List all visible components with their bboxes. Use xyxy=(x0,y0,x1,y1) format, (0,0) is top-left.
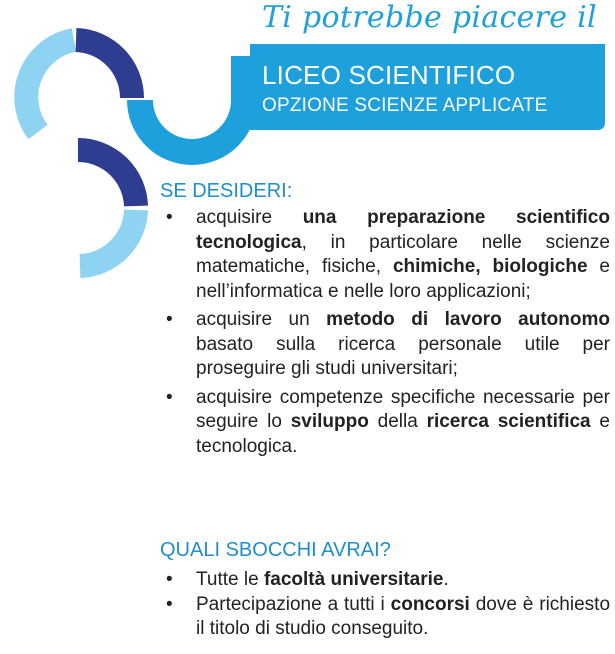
list-item-text xyxy=(196,206,610,304)
list-item xyxy=(160,386,610,460)
ring-top-left-light xyxy=(26,40,74,132)
ring-lower-light xyxy=(80,210,136,266)
text-run: della xyxy=(368,411,427,432)
text-run: basato sulla ricerca personale utile per proseguire gli studi universitari; xyxy=(196,333,610,379)
text-run: acquisire xyxy=(196,207,303,228)
page-subtitle: OPZIONE SCIENZE APPLICATE xyxy=(262,95,548,116)
desires-list xyxy=(160,206,610,463)
tagline: Ti potrebbe piacere il xyxy=(262,0,597,35)
bold-run: chimiche, biologiche xyxy=(392,256,588,277)
text-run: , in particolare nelle scienze matematiche, fisiche, xyxy=(196,231,610,277)
list-item xyxy=(160,593,610,642)
bold-run: ricerca scientifica xyxy=(426,411,591,432)
bold-run: concorsi xyxy=(390,593,470,615)
section-heading-outlets: QUALI SBOCCHI AVRAI? xyxy=(160,539,391,561)
list-item xyxy=(160,568,610,593)
text-run: Partecipazione a tutti i xyxy=(196,593,391,615)
text-run: . xyxy=(443,569,449,590)
list-item-text xyxy=(196,593,610,642)
text-run: e tecnologica. xyxy=(196,411,610,457)
list-item-text xyxy=(196,308,610,382)
outlets-list xyxy=(160,568,610,642)
list-item-text xyxy=(196,386,610,460)
list-item-text xyxy=(196,568,610,593)
section-heading-desires: SE DESIDERI: xyxy=(160,180,293,202)
bold-run: metodo di lavoro autonomo xyxy=(326,309,610,330)
text-run: e nell’informatica e nelle loro applicazioni; xyxy=(196,256,610,302)
bold-run: facoltà universitarie xyxy=(263,569,444,590)
bold-run: sviluppo xyxy=(290,411,369,432)
text-run: acquisire competenze specifiche necessarie per seguire lo xyxy=(196,386,610,432)
ring-lower-dark xyxy=(78,150,136,206)
list-item xyxy=(160,206,610,304)
page-title: LICEO SCIENTIFICO xyxy=(262,60,516,90)
banner-arc xyxy=(140,56,244,152)
text-run: dove è richiesto il titolo di studio conseguito. xyxy=(196,593,611,639)
ring-top-left-dark xyxy=(76,40,132,98)
text-run: acquisire un xyxy=(196,309,327,330)
list-item xyxy=(160,308,610,382)
text-run: Tutte le xyxy=(196,569,264,590)
bold-run: una preparazione scientifico tecnologica xyxy=(196,207,610,253)
